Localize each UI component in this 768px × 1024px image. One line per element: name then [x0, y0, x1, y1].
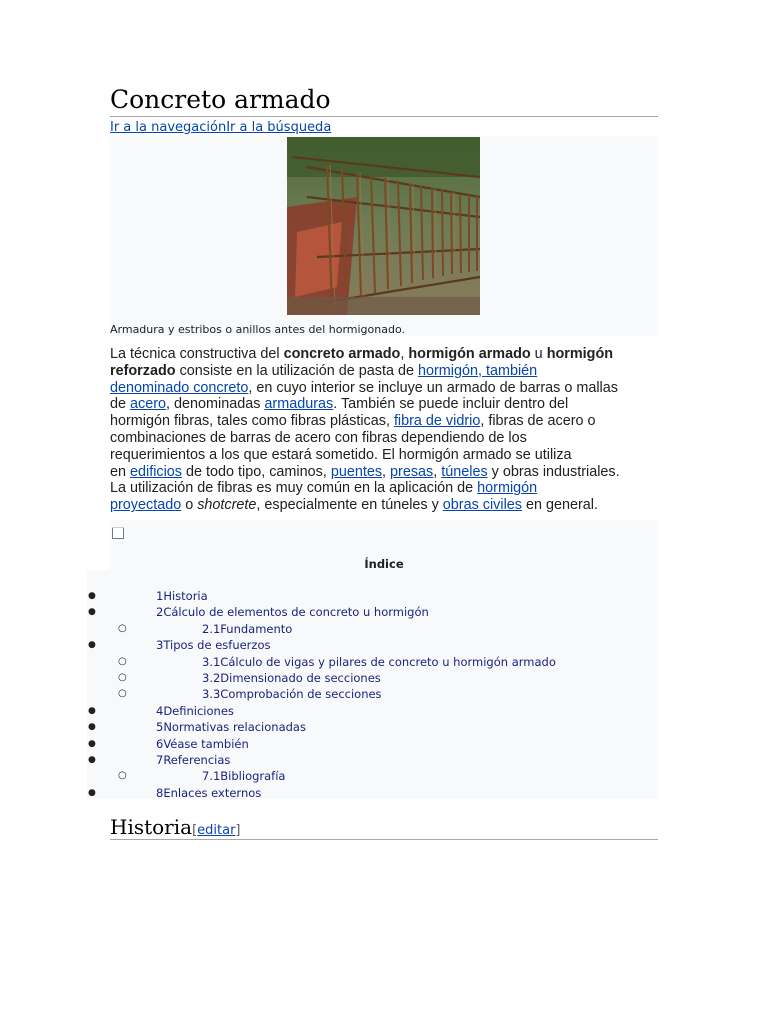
toc-bullet: ○: [118, 655, 127, 667]
toc-item-label: Dimensionado de secciones: [220, 671, 381, 685]
edit-section-link[interactable]: editar: [197, 823, 236, 838]
section-heading-text: Historia: [110, 815, 193, 839]
intro-text: o: [181, 497, 198, 514]
intro-text: , fibras de acero o: [480, 413, 596, 430]
toc-item[interactable]: [202, 622, 292, 636]
toc-item-number: 7.1: [202, 769, 221, 784]
intro-text: ,: [382, 463, 391, 480]
intro-link[interactable]: hormigón, también: [417, 362, 538, 379]
intro-text: hormigón fibras, tales como fibras plásticas,: [110, 413, 394, 430]
figure-caption: Armadura y estribos o anillos antes del hormigonado.: [110, 323, 405, 336]
toc-bullet: ○: [118, 622, 127, 634]
toc-item-number: 4: [156, 703, 164, 718]
toc-item-number: 8: [156, 785, 164, 800]
intro-link[interactable]: puentes: [330, 463, 383, 480]
intro-link[interactable]: denominado concreto: [110, 379, 249, 396]
toc-item-label: Historia: [163, 589, 208, 603]
toc-bullet: ○: [118, 672, 127, 683]
intro-link[interactable]: proyectado: [110, 497, 182, 514]
toc-bullet: ●: [88, 705, 96, 716]
toc-item-number: 2: [156, 605, 164, 620]
skip-to-search-link[interactable]: Ir a la búsqueda: [226, 120, 332, 135]
intro-text: requerimientos a los que estará sometido. El hormigón armado se utiliza: [110, 446, 572, 463]
intro-bold-term: concreto armado: [283, 346, 401, 362]
toc-item[interactable]: [202, 687, 382, 701]
intro-text: de: [110, 396, 131, 413]
edit-section-link-wrapper: [192, 823, 240, 838]
toc-item-label: Comprobación de secciones: [220, 687, 382, 702]
intro-bold-term: hormigón armado: [408, 346, 531, 362]
toc-bullet: ●: [88, 607, 96, 618]
intro-text: ,: [400, 346, 409, 362]
intro-link[interactable]: obras civiles: [442, 497, 522, 514]
toc-bullet: ○: [118, 770, 127, 782]
intro-text: , denominadas: [166, 396, 265, 413]
toc-item-number: 3.1: [202, 654, 221, 669]
edit-bracket-close: ]: [235, 823, 241, 838]
toc-item-label: Cálculo de elementos de concreto u hormigón: [163, 605, 429, 620]
intro-link[interactable]: armaduras: [264, 396, 334, 413]
toc-item[interactable]: [202, 671, 381, 685]
toc-item-label: Cálculo de vigas y pilares de concreto u hormigón armado: [220, 654, 556, 669]
toc-bullet: ●: [88, 755, 96, 765]
toc-bullet: ●: [88, 591, 96, 601]
intro-link[interactable]: túneles: [441, 463, 488, 480]
toc-item[interactable]: [156, 786, 261, 800]
toc-item-label: Definiciones: [163, 703, 234, 718]
intro-text: combinaciones de barras de acero con fibras dependiendo de los: [110, 429, 527, 446]
skip-to-navigation-link[interactable]: Ir a la navegación: [110, 120, 227, 135]
intro-text: , especialmente en túneles y: [256, 497, 443, 514]
intro-paragraph: [110, 346, 662, 514]
edit-bracket-open: [: [192, 823, 198, 838]
intro-link[interactable]: edificios: [130, 463, 183, 480]
intro-link[interactable]: presas: [390, 463, 434, 480]
intro-text: de todo tipo, caminos,: [182, 463, 331, 480]
toc-item[interactable]: [156, 605, 429, 619]
intro-text: u: [530, 346, 547, 362]
toc-item-number: 5: [156, 720, 164, 735]
section-heading-historia: [110, 814, 658, 840]
skip-links: [110, 120, 331, 136]
toc-item[interactable]: [156, 737, 249, 751]
toc-bullet: ●: [88, 722, 96, 733]
intro-bold-term: reforzado: [110, 362, 176, 379]
toc-bullet: ●: [88, 787, 96, 798]
toc-item-label: Fundamento: [220, 621, 293, 636]
intro-text: en: [110, 463, 131, 480]
intro-text: consiste en la utilización de pasta de: [175, 362, 418, 379]
intro-text: La utilización de fibras es muy común en la aplicación de: [110, 480, 478, 497]
intro-bold-term: hormigón: [546, 346, 614, 362]
toc-bullet: ●: [88, 640, 96, 651]
toc-item-label: Normativas relacionadas: [163, 720, 306, 735]
intro-link[interactable]: hormigón: [477, 480, 538, 497]
toc-item-number: 6: [156, 736, 164, 751]
toc-item-number: 3: [156, 638, 164, 653]
toc-toggle-checkbox[interactable]: [112, 527, 124, 539]
toc-item-label: Referencias: [163, 753, 231, 767]
toc-item[interactable]: [202, 769, 285, 783]
toc-item-label: Bibliografía: [220, 769, 286, 784]
toc-item[interactable]: [156, 589, 208, 603]
intro-text: ,: [433, 463, 442, 480]
toc-item-number: 1: [156, 589, 164, 603]
intro-link[interactable]: acero: [130, 396, 167, 413]
toc-item-label: Enlaces externos: [163, 785, 262, 800]
toc-item[interactable]: [202, 655, 556, 669]
intro-link[interactable]: fibra de vidrio: [393, 413, 481, 430]
intro-text: , en cuyo interior se incluye un armado de barras o mallas: [248, 379, 618, 396]
toc-item-label: Tipos de esfuerzos: [163, 638, 271, 653]
intro-italic-term: shotcrete: [197, 497, 257, 514]
intro-text: La técnica constructiva del: [110, 346, 284, 362]
page-title: Concreto armado: [110, 84, 658, 117]
toc-item-number: 2.1: [202, 621, 221, 636]
toc-item[interactable]: [156, 638, 270, 652]
toc-item[interactable]: [156, 753, 230, 767]
toc-item-label: Véase también: [163, 736, 249, 751]
rebar-cage-photo[interactable]: [287, 137, 480, 315]
toc-title: Índice: [364, 557, 404, 571]
toc-bullet: ●: [88, 738, 96, 749]
intro-text: en general.: [521, 497, 598, 514]
intro-text: y obras industriales.: [487, 463, 620, 480]
figure: [110, 136, 658, 336]
toc-item[interactable]: [156, 704, 234, 718]
toc-item-number: 3.3: [202, 687, 221, 702]
intro-text: . También se puede incluir dentro del: [333, 396, 569, 413]
toc-item-number: 3.2: [202, 671, 221, 685]
toc-item-number: 7: [156, 753, 164, 767]
toc-item[interactable]: [156, 720, 306, 734]
toc-bullet: ○: [118, 688, 127, 700]
